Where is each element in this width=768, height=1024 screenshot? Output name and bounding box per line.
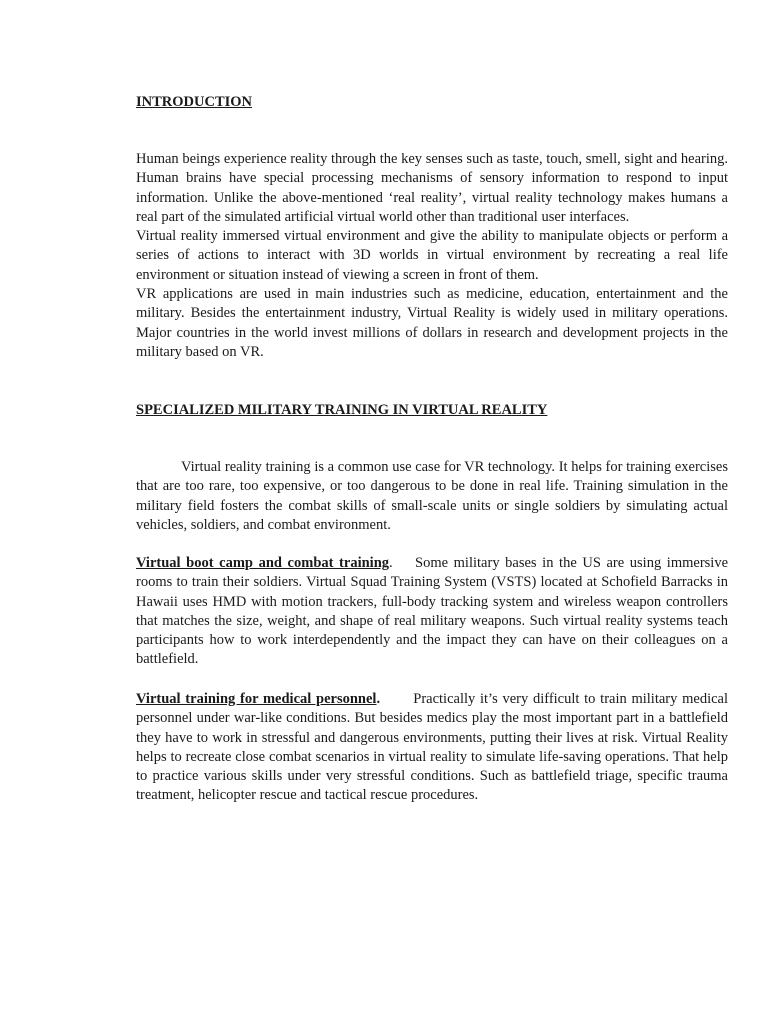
introduction-paragraph-immersion: Virtual reality immersed virtual environment and give the ability to manipulate objects or perform a series of actions to interact with 3D worlds in virtual environment by recreating a real life environment or situation instead of viewing a screen in front of them. <box>136 228 728 283</box>
medical-lead: Virtual training for medical personnel <box>136 691 377 707</box>
boot-camp-paragraph <box>136 554 728 670</box>
medical-paragraph <box>136 690 728 806</box>
medical-text: Practically it’s very difficult to train military medical personnel under war-like conditions. But besides medics play the most important part in a battlefield they have to work in stressful and dangerous environments, putting their lives at risk. Virtual Reality helps to recreate close combat scenarios in virtual reality to simulate life-saving operations. That help to practice various skills under very stressful conditions. Such as battlefield triage, specific trauma treatment, helicopter rescue and tactical rescue procedures. <box>136 691 729 804</box>
boot-camp-lead: Virtual boot camp and combat training <box>136 555 390 571</box>
boot-camp-text: Some military bases in the US are using immersive rooms to train their soldiers. Virtual Squad Training System (VSTS) located at Schofield Barracks in Hawaii uses HMD with motion trackers, full-body tracking system and wireless weapon controllers that matches the size, weight, and shape of real military weapons. Such virtual reality systems teach participants how to work interdependently and the impact they can have on their colleagues on a battlefield. <box>136 555 729 668</box>
introduction-paragraph-applications: VR applications are used in main industries such as medicine, education, entertainment and the military. Besides the entertainment industry, Virtual Reality is widely used in military operations. Major countries in the world invest millions of dollars in research and development projects in the military based on VR. <box>136 286 728 360</box>
boot-camp-separator: . <box>389 555 393 571</box>
introduction-heading: INTRODUCTION <box>136 94 253 110</box>
introduction-paragraph-senses: Human beings experience reality through the key senses such as taste, touch, smell, sight and hearing. Human brains have special processing mechanisms of sensory information to respond to input information. Unlike the above-mentioned ‘real reality’, virtual reality technology makes humans a real part of the simulated artificial virtual world other than traditional user interfaces. <box>136 151 728 225</box>
medical-separator: . <box>376 691 381 707</box>
military-training-intro-paragraph: Virtual reality training is a common use case for VR technology. It helps for training exercises that are too rare, too expensive, or too dangerous to be done in real life. Training simulation in the military field fosters the combat skills of small-scale units or single soldiers by simulating actual vehicles, soldiers, and combat environment. <box>136 459 728 533</box>
military-training-heading: SPECIALIZED MILITARY TRAINING IN VIRTUAL REALITY <box>136 402 548 418</box>
